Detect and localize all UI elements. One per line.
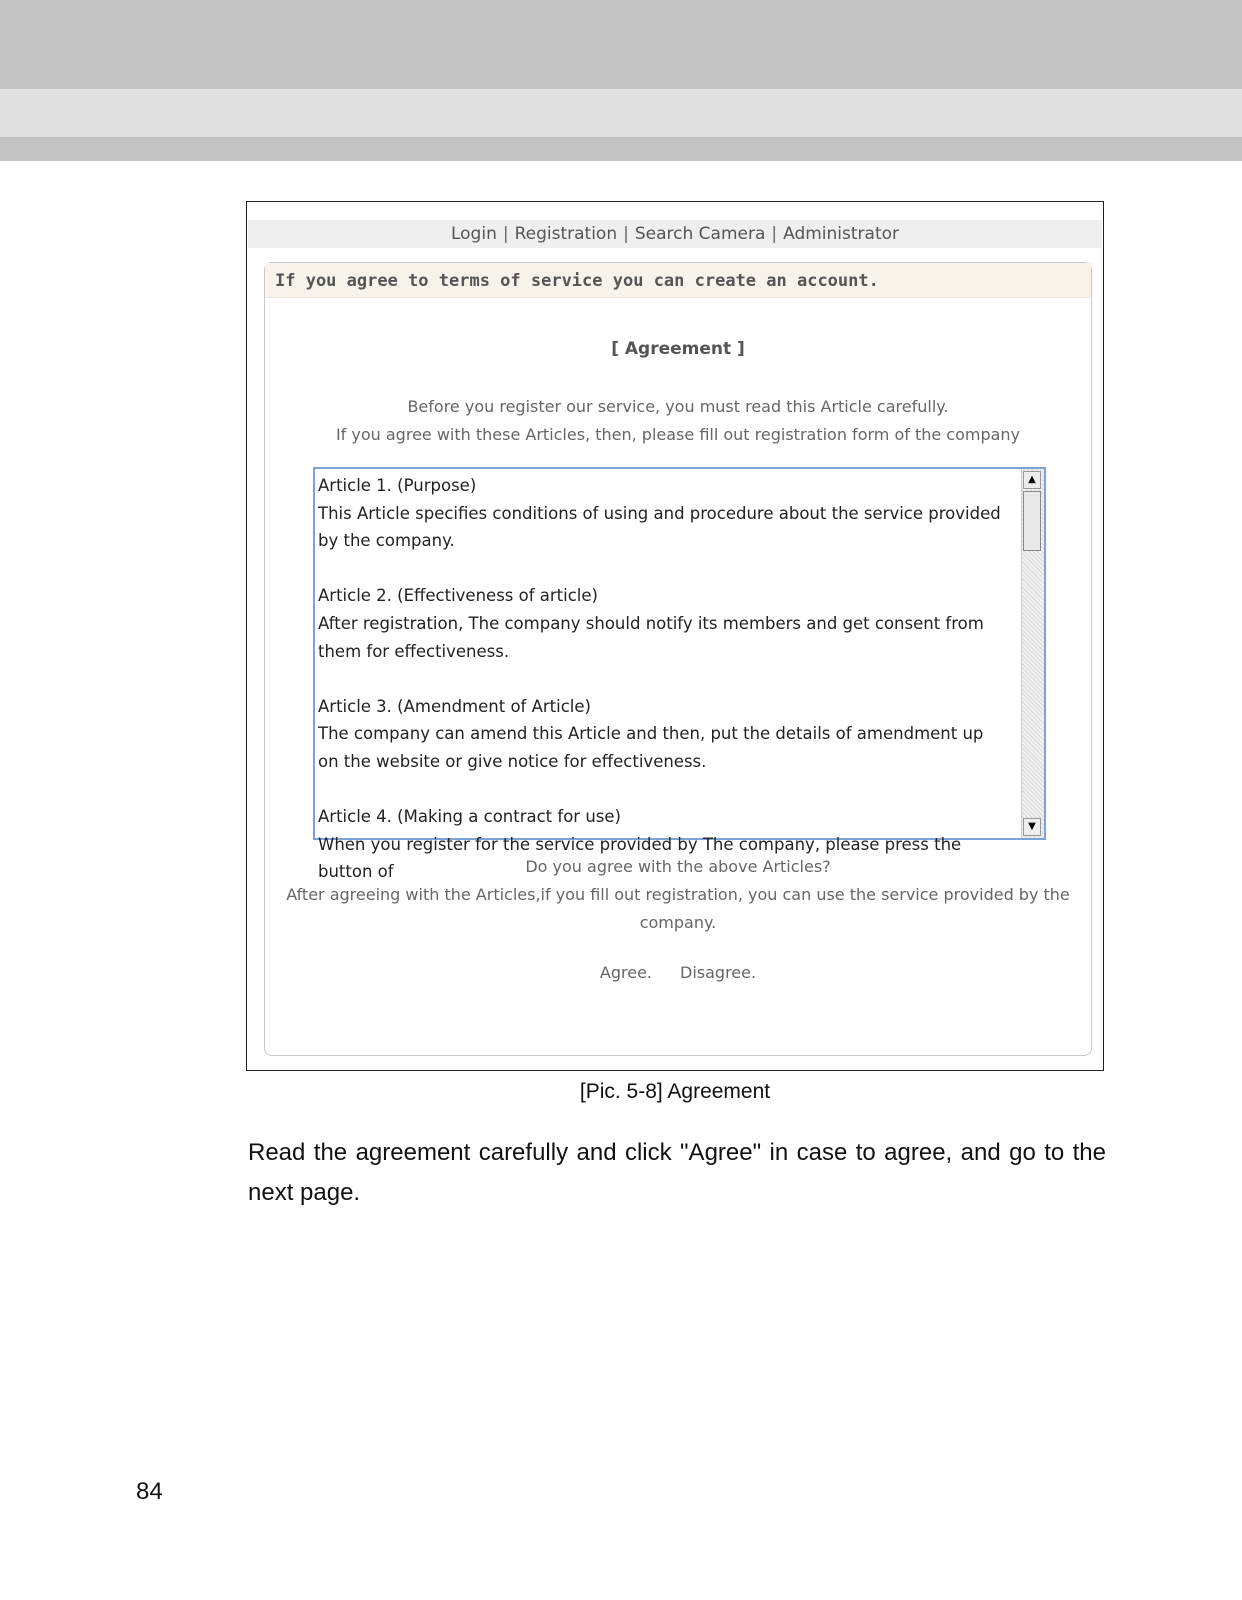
agreement-title: [ Agreement ] <box>611 339 745 359</box>
scroll-down-arrow-icon[interactable]: ▼ <box>1023 818 1041 836</box>
nav-separator: | <box>771 224 778 244</box>
agreement-intro <box>265 393 1091 449</box>
question-line: Do you agree with the above Articles? <box>525 857 831 876</box>
body-paragraph: Read the agreement carefully and click "Agree" in case to agree, and go to the next page. <box>248 1139 1106 1206</box>
nav-login-link[interactable]: Login <box>450 224 497 244</box>
panel-header: If you agree to terms of service you can create an account. <box>265 263 1091 298</box>
article-body: After registration, The company should notify its members and get consent from them for effectiveness. <box>318 613 984 661</box>
header-band-top <box>0 0 1242 89</box>
figure-caption: [Pic. 5-8] Agreement <box>579 1080 771 1103</box>
scroll-up-arrow-icon[interactable]: ▲ <box>1023 471 1041 489</box>
article <box>318 582 1008 665</box>
page-number: 84 <box>136 1478 163 1505</box>
intro-line: Before you register our service, you must read this Article carefully. <box>407 397 949 416</box>
nav-separator: | <box>623 224 629 244</box>
terms-scrollbar[interactable] <box>1021 469 1044 838</box>
agreement-actions <box>265 963 1091 982</box>
nav-search-camera-link[interactable]: Search Camera <box>634 224 766 244</box>
article-title: Article 2. (Effectiveness of article) <box>318 586 598 606</box>
disagree-button[interactable]: Disagree. <box>680 963 757 982</box>
nav-separator: | <box>502 224 509 244</box>
terms-content <box>318 472 1008 914</box>
article <box>318 472 1008 555</box>
nav-administrator-link[interactable]: Administrator <box>783 224 899 244</box>
article-body: The company can amend this Article and then, put the details of amendment up on the website or give notice for effectiveness. <box>318 724 984 771</box>
top-navigation <box>248 220 1102 248</box>
screenshot-frame <box>246 201 1104 1071</box>
article <box>318 693 1008 776</box>
article-body: When you register for the service provided by The company, please press the button of <box>318 834 962 882</box>
nav-registration-link[interactable]: Registration <box>514 224 618 244</box>
scroll-thumb[interactable] <box>1023 491 1041 551</box>
header-band-middle <box>0 89 1242 137</box>
question-line: After agreeing with the Articles,if you fill out registration, you can use the service provided by the company. <box>286 885 1070 932</box>
article-title: Article 3. (Amendment of Article) <box>318 696 591 716</box>
header-band-bottom <box>0 137 1242 161</box>
agreement-panel <box>264 262 1092 1056</box>
article-body: This Article specifies conditions of using and procedure about the service provided by the company. <box>318 503 1001 551</box>
agreement-question <box>265 853 1091 937</box>
agree-button[interactable]: Agree. <box>599 963 653 982</box>
intro-line: If you agree with these Articles, then, please fill out registration form of the company <box>335 425 1021 444</box>
article-title: Article 4. (Making a contract for use) <box>318 807 621 827</box>
article-title: Article 1. (Purpose) <box>318 476 477 495</box>
